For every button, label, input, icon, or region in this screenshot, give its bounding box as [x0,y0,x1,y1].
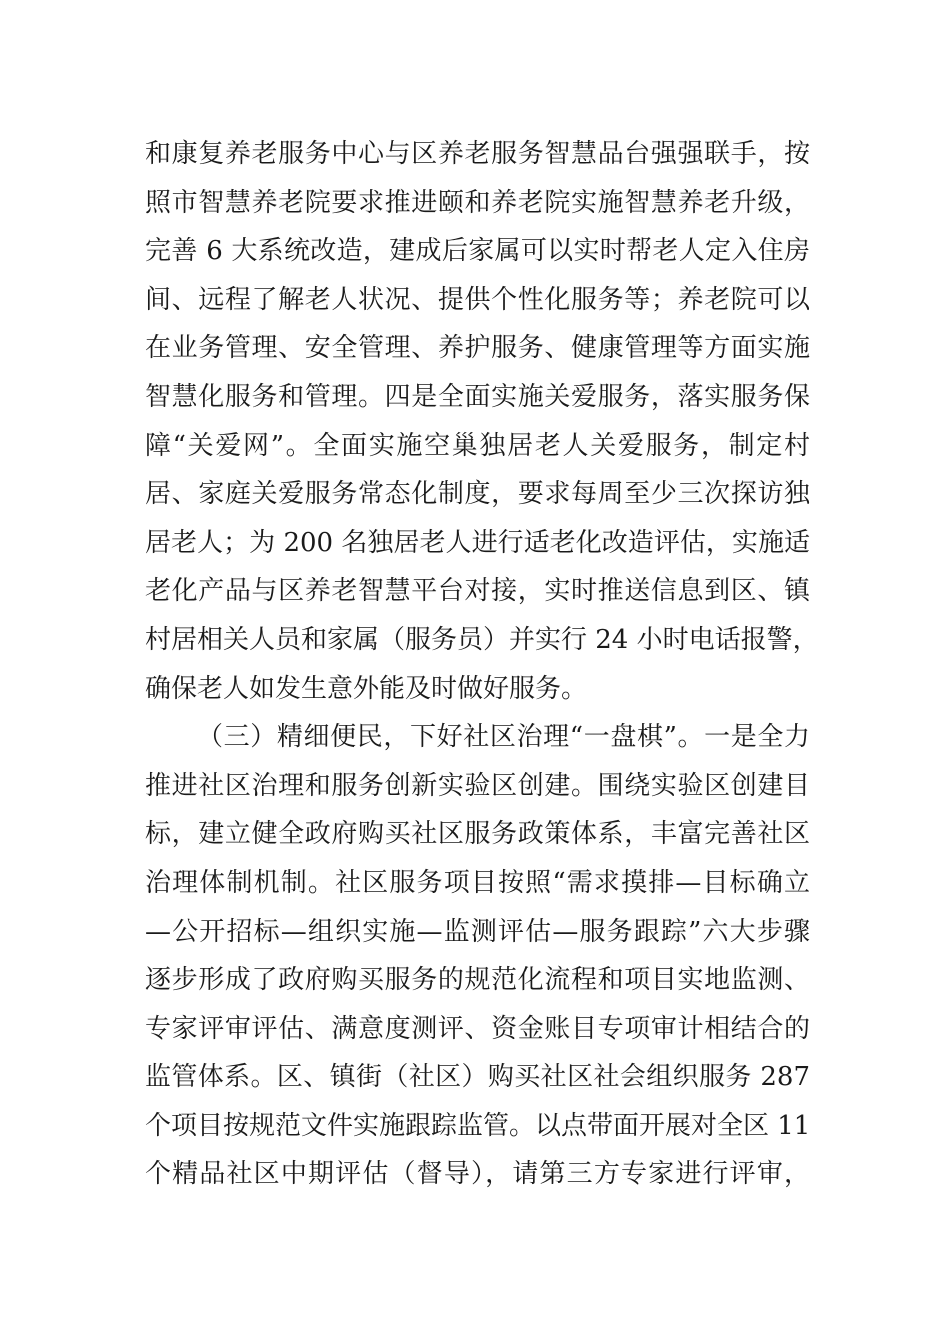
text-line: 村居相关人员和家属（服务员）并实行 24 小时电话报警， [145,624,819,655]
text-line: 专家评审评估、满意度测评、资金账目专项审计相结合的 [145,1013,810,1044]
text-line: （三）精细便民，下好社区治理“一盘棋”。一是全力 [197,722,810,753]
paragraph-2 [145,713,810,1199]
text-line: 智慧化服务和管理。四是全面实施关爱服务，落实服务保 [145,381,810,412]
text-line: —公开招标—组织实施—监测评估—服务跟踪”六大步骤 [145,916,810,947]
text-line: 在业务管理、安全管理、养护服务、健康管理等方面实施 [145,333,810,364]
text-line: 治理体制机制。社区服务项目按照“需求摸排—目标确立 [145,867,810,898]
text-line: 个项目按规范文件实施跟踪监管。以点带面开展对全区 11 [145,1110,811,1141]
text-line: 照市智慧养老院要求推进颐和养老院实施智慧养老升级， [145,187,810,218]
text-line: 居老人；为 200 名独居老人进行适老化改造评估，实施适 [145,527,810,558]
text-line: 障“关爱网”。全面实施空巢独居老人关爱服务，制定村 [145,430,810,461]
text-line: 完善 6 大系统改造，建成后家属可以实时帮老人定入住房 [145,236,810,267]
body-text [145,130,819,1199]
text-line: 居、家庭关爱服务常态化制度，要求每周至少三次探访独 [145,479,810,510]
text-line: 标，建立健全政府购买社区服务政策体系，丰富完善社区 [145,819,810,850]
text-line: 推进社区治理和服务创新实验区创建。围绕实验区创建目 [145,770,810,801]
text-line: 确保老人如发生意外能及时做好服务。 [145,673,588,704]
text-line: 和康复养老服务中心与区养老服务智慧品台强强联手，按 [145,139,810,169]
text-line: 个精品社区中期评估（督导），请第三方专家进行评审， [145,1159,810,1190]
text-line: 老化产品与区养老智慧平台对接，实时推送信息到区、镇 [145,576,810,607]
text-line: 逐步形成了政府购买服务的规范化流程和项目实地监测、 [145,965,810,996]
text-line: 间、远程了解老人状况、提供个性化服务等；养老院可以 [145,284,810,315]
text-line: 监管体系。区、镇街（社区）购买社区社会组织服务 287 [145,1062,810,1093]
paragraph-1 [145,130,819,713]
